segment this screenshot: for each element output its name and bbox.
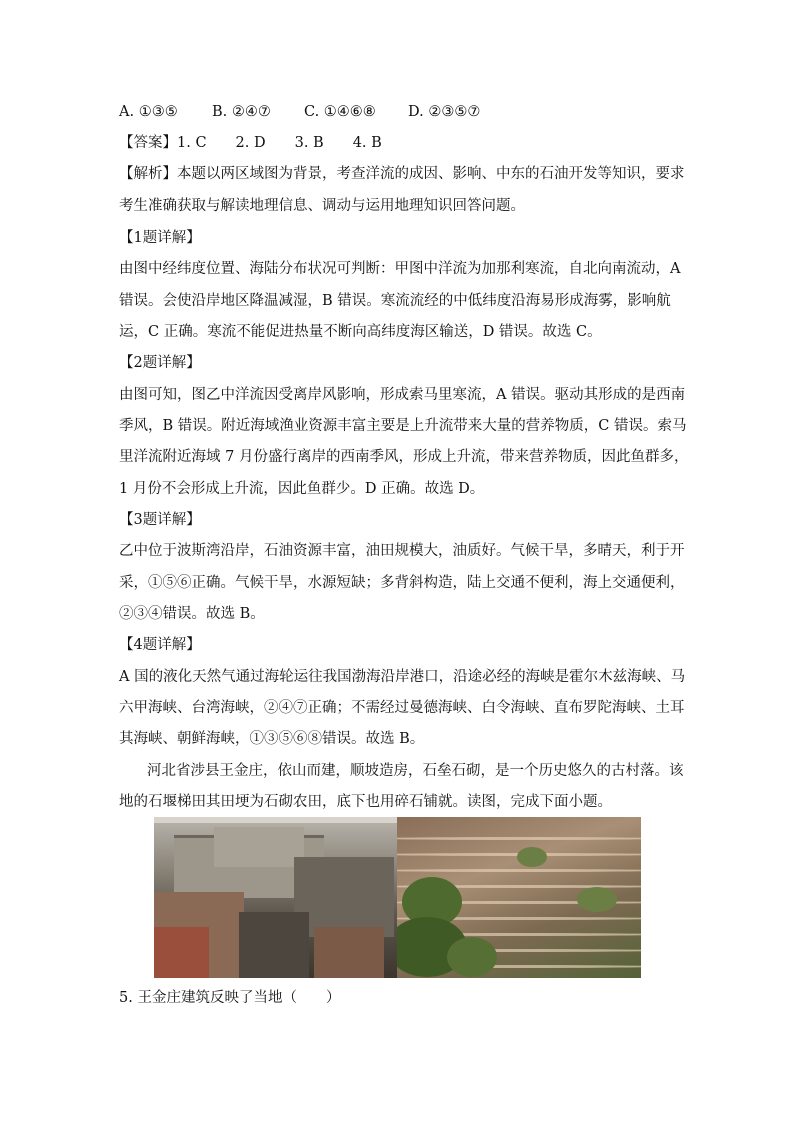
options-line (119, 102, 480, 122)
q1-line-2: 错误。会使沿岸地区降温减湿，B 错误。寒流流经的中低纬度沿海易形成海雾，影响航 (119, 293, 671, 309)
q1-line-3: 运，C 正确。寒流不能促进热量不断向高纬度海区输送，D 错误。故选 C。 (119, 324, 602, 340)
photo-strip (154, 817, 641, 978)
q1-heading: 【1题详解】 (119, 230, 201, 246)
q3-line-3: ②③④错误。故选 B。 (119, 606, 265, 622)
q4-line-3: 其海峡、朝鲜海峡，①③⑤⑥⑧错误。故选 B。 (119, 731, 425, 747)
option-c: C. ①④⑥⑧ (304, 104, 376, 120)
q2-line-3: 里洋流附近海域 7 月份盛行离岸的西南季风，形成上升流，带来营养物质，因此鱼群多， (119, 449, 689, 465)
q1-line-1: 由图中经纬度位置、海陆分布状况可判断：甲图中洋流为加那利寒流，自北向南流动，A (119, 261, 681, 277)
analysis-line-2: 考生准确获取与解读地理信息、调动与运用地理知识回答问题。 (119, 198, 525, 214)
q2-line-4: 1 月份不会形成上升流，因此鱼群少。D 正确。故选 D。 (119, 481, 485, 497)
terraced-fields-photo (397, 817, 641, 978)
analysis-line-1: 【解析】本题以两区域图为背景，考查洋流的成因、影响、中东的石油开发等知识，要求 (119, 166, 685, 182)
intro-line-2: 地的石堰梯田其田埂为石砌农田，底下也用碎石铺就。读图，完成下面小题。 (119, 794, 612, 810)
q4-heading: 【4题详解】 (119, 637, 201, 653)
q2-line-1: 由图可知，图乙中洋流因受离岸风影响，形成索马里寒流，A 错误。驱动其形成的是西南 (119, 387, 686, 403)
village-photo (154, 817, 397, 978)
q3-line-1: 乙中位于波斯湾沿岸，石油资源丰富，油田规模大，油质好。气候干旱，多晴天，利于开 (119, 543, 685, 559)
option-b: B. ②④⑦ (212, 104, 271, 120)
option-a: A. ①③⑤ (119, 104, 178, 120)
q4-line-1: A 国的液化天然气通过海轮运往我国渤海沿岸港口，沿途必经的海峡是霍尔木兹海峡、马 (119, 669, 686, 685)
q2-line-2: 季风，B 错误。附近海域渔业资源丰富主要是上升流带来大量的营养物质，C 错误。索马 (119, 418, 687, 434)
q2-heading: 【2题详解】 (119, 355, 201, 371)
intro-line-1: 河北省涉县王金庄，依山而建，顺坡造房，石垒石砌，是一个历史悠久的古村落。该 (147, 763, 684, 779)
q4-line-2: 六甲海峡、台湾海峡，②④⑦正确；不需经过曼德海峡、白令海峡、直布罗陀海峡、土耳 (119, 700, 685, 716)
q3-heading: 【3题详解】 (119, 512, 201, 528)
question-5: 5. 王金庄建筑反映了当地（ ） (119, 990, 341, 1006)
q3-line-2: 采，①⑤⑥正确。气候干旱，水源短缺；多背斜构造，陆上交通不便利，海上交通便利， (119, 575, 685, 591)
answer-line: 【答案】1. C 2. D 3. B 4. B (119, 135, 382, 151)
option-d: D. ②③⑤⑦ (408, 104, 481, 120)
